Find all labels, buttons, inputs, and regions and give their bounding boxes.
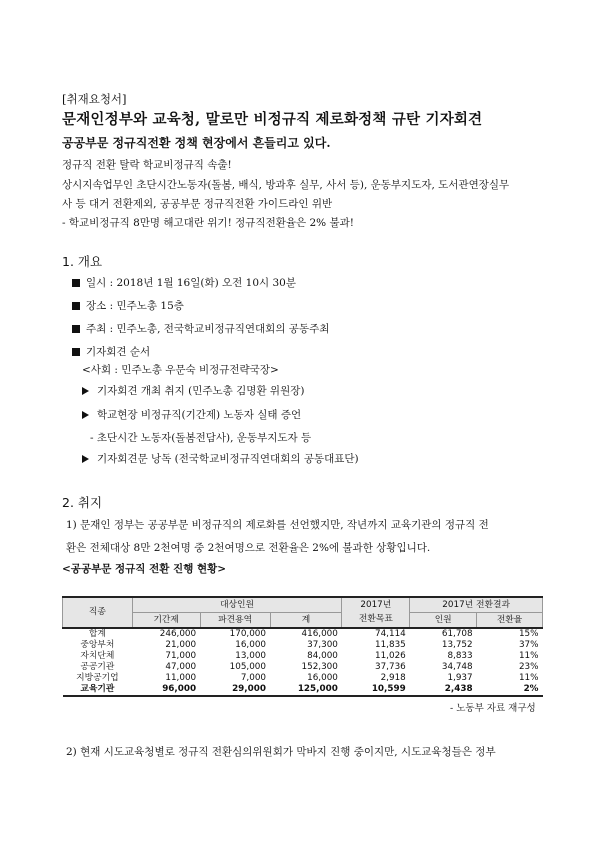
overview-item-text: 기자회견 순서 <box>86 346 151 358</box>
triangle-bullet-icon <box>82 387 89 395</box>
table-cell: 47,000 <box>165 662 197 672</box>
table-row <box>63 651 543 662</box>
table-cell: 15% <box>477 628 543 640</box>
table-cell: 합계 <box>63 628 133 640</box>
table-cell: 105,000 <box>229 662 267 672</box>
overview-item-place <box>72 298 184 313</box>
table-cell: 11% <box>518 673 539 683</box>
square-bullet-icon <box>72 348 80 356</box>
table-cell: 170,000 <box>200 628 270 640</box>
overview-item-text: 일시 : 2018년 1월 16일(화) 오전 10시 30분 <box>86 277 297 289</box>
table-cell: 416,000 <box>270 628 342 640</box>
purpose-paragraph-1-line-1: 1) 문재인 정부는 공공부문 비정규직의 제로화를 선언했지만, 작년까지 교육기관의 정규직 전 <box>66 519 489 531</box>
table-cell: 8,833 <box>447 651 473 661</box>
overview-item-text: 장소 : 민주노총 15층 <box>86 300 184 312</box>
table-cell: 16,000 <box>235 640 267 650</box>
triangle-bullet-icon <box>82 455 89 463</box>
square-bullet-icon <box>72 325 80 333</box>
table-cell: 13,752 <box>441 640 473 650</box>
table-cell: 84,000 <box>307 651 338 661</box>
table-cell: 2% <box>477 684 543 696</box>
header-contract: 기간제 <box>132 613 200 629</box>
program-sub-item: - 초단시간 노동자(돌봄전담사), 운동부지도자 등 <box>90 432 312 444</box>
table-cell: 1,937 <box>447 673 473 683</box>
table-cell: 21,000 <box>165 640 197 650</box>
header-type: 직종 <box>63 597 133 628</box>
table-cell: 중앙부처 <box>80 640 115 650</box>
table-cell: 16,000 <box>307 673 338 683</box>
square-bullet-icon <box>72 279 80 287</box>
table-cell: 13,000 <box>235 651 267 661</box>
conversion-status-table <box>62 596 543 697</box>
overview-item-host <box>72 321 329 336</box>
program-item-3 <box>82 451 359 466</box>
square-bullet-icon <box>72 302 80 310</box>
purpose-paragraph-1-line-2: 환은 전체대상 8만 2천여명 중 2천여명으로 전환율은 2%에 불과한 상황입니다. <box>66 542 431 554</box>
program-item-1 <box>82 383 304 398</box>
table-cell: 7,000 <box>240 673 267 683</box>
program-item-text: 학교현장 비정규직(기간제) 노동자 실태 증언 <box>97 409 302 421</box>
document-subtitle: 공공부문 정규직전환 정책 현장에서 흔들리고 있다. <box>62 136 331 150</box>
document-title: 문재인정부와 교육청, 말로만 비정규직 제로화정책 규탄 기자회견 <box>62 111 483 128</box>
table-cell: 125,000 <box>270 684 342 696</box>
section2-heading: 2. 취지 <box>62 495 103 510</box>
table-row <box>63 662 543 673</box>
program-item-text: 기자회견 개최 취지 (민주노총 김명환 위원장) <box>97 385 305 397</box>
table-cell: 지방공기업 <box>76 673 119 683</box>
table-cell: 11,835 <box>374 640 406 650</box>
table-cell: 11,026 <box>374 651 406 661</box>
table-row <box>63 684 543 696</box>
table-source: - 노동부 자료 재구성 <box>450 703 536 714</box>
intro-line-1: 정규직 전환 탈락 학교비정규직 속출! <box>62 159 232 171</box>
program-item-2 <box>82 407 301 422</box>
table-cell: 152,300 <box>301 662 338 672</box>
table-cell: 공공기관 <box>80 662 115 672</box>
moderator-line: <사회 : 민주노총 우문숙 비정규전략국장> <box>82 364 279 376</box>
header-target-group: 대상인원 <box>132 597 342 613</box>
table-cell: 2,438 <box>410 684 477 696</box>
intro-line-2: 상시지속업무인 초단시간노동자(돌봄, 배식, 방과후 실무, 사서 등), 운동부지도자, 도서관연장실무 <box>62 179 510 191</box>
overview-item-text: 주최 : 민주노총, 전국학교비정규직연대회의 공동주최 <box>86 323 330 335</box>
header-2017-top: 2017년 <box>342 597 410 613</box>
triangle-bullet-icon <box>82 411 89 419</box>
header-total: 계 <box>270 613 342 629</box>
table-row <box>63 628 543 640</box>
intro-line-4: - 학교비정규직 8만명 해고대란 위기! 정규직전환율은 2% 불과! <box>62 217 354 229</box>
intro-line-3: 사 등 대거 전환제외, 공공부문 정규직전환 가이드라인 위반 <box>62 198 333 210</box>
table-title: <공공부문 정규직 전환 진행 현황> <box>62 563 227 575</box>
table-cell: 자치단체 <box>80 651 115 661</box>
table-cell: 10,599 <box>342 684 410 696</box>
table-cell: 29,000 <box>200 684 270 696</box>
table-cell: 96,000 <box>132 684 200 696</box>
table-row <box>63 673 543 684</box>
program-item-text: 기자회견문 낭독 (전국학교비정규직연대회의 공동대표단) <box>97 453 359 465</box>
table-cell: 74,114 <box>342 628 410 640</box>
table-cell: 34,748 <box>441 662 473 672</box>
header-people: 인원 <box>410 613 477 629</box>
table-row <box>63 640 543 651</box>
header-2017-target: 전환목표 <box>342 613 410 629</box>
document-tag: [취재요청서] <box>62 92 127 106</box>
table-cell: 246,000 <box>132 628 200 640</box>
table-cell: 11,000 <box>165 673 197 683</box>
purpose-paragraph-2: 2) 현재 시도교육청별로 정규직 전환심의위원회가 막바지 진행 중이지만, 시도교육청들은 정부 <box>66 746 496 758</box>
header-dispatch: 파견용역 <box>200 613 270 629</box>
table-cell: 37% <box>518 640 539 650</box>
overview-item-order <box>72 344 150 359</box>
table-cell: 23% <box>518 662 539 672</box>
table-cell: 2,918 <box>380 673 406 683</box>
table-cell: 11% <box>518 651 539 661</box>
table-cell: 37,736 <box>374 662 406 672</box>
table-cell: 71,000 <box>165 651 197 661</box>
table-cell: 37,300 <box>307 640 338 650</box>
table-cell: 교육기관 <box>63 684 133 696</box>
header-rate: 전환율 <box>477 613 543 629</box>
section1-heading: 1. 개요 <box>62 254 103 269</box>
table-cell: 61,708 <box>410 628 477 640</box>
overview-item-date <box>72 275 296 290</box>
header-result-group: 2017년 전환결과 <box>410 597 543 613</box>
